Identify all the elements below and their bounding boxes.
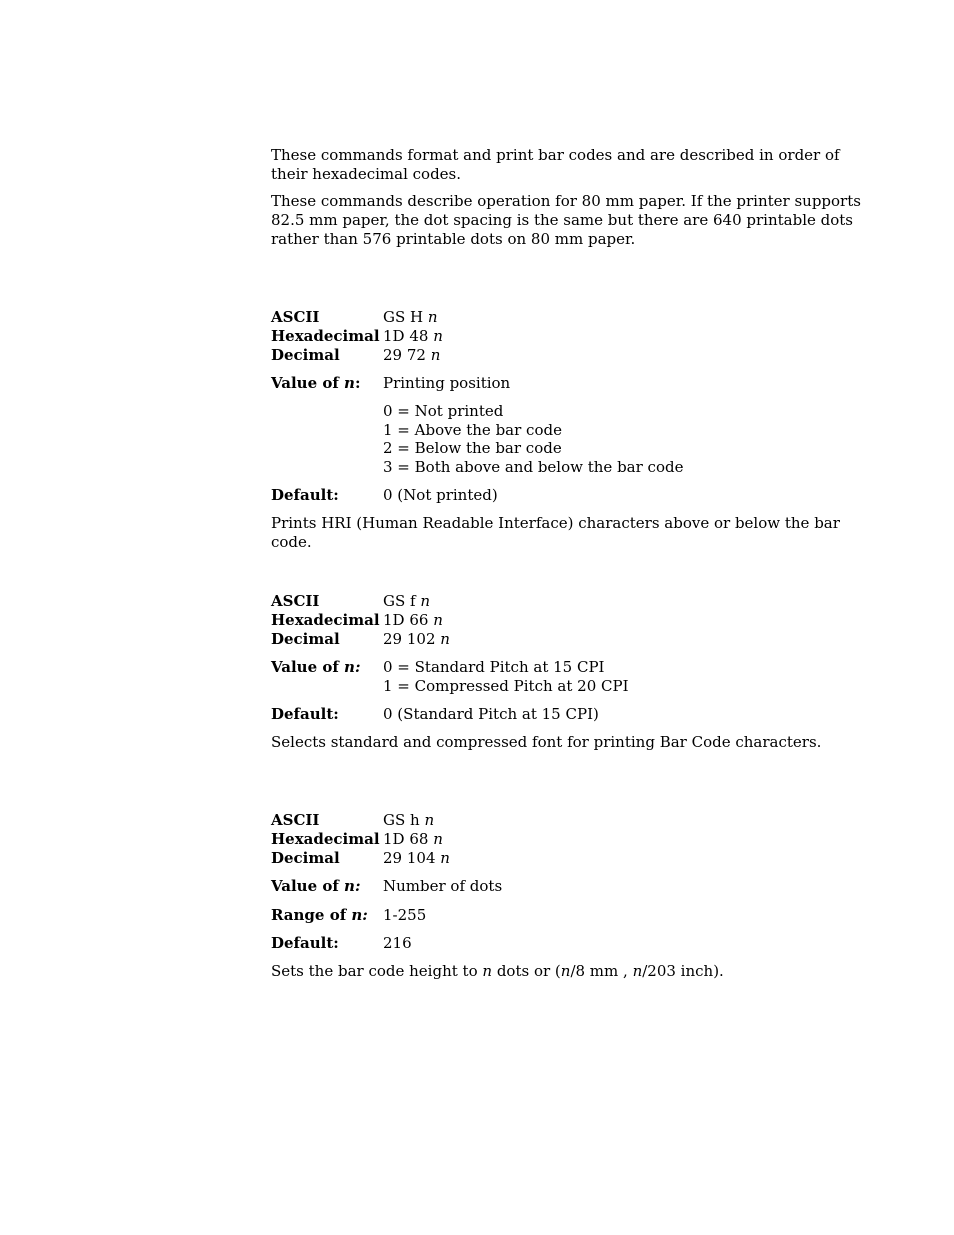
- ascii-label: ASCII: [271, 811, 320, 829]
- value-of-n-label: Value of n:: [271, 374, 361, 392]
- cmd2-dec-value: 29 102 n: [383, 630, 450, 648]
- cmd1-option: 2 = Below the bar code: [383, 439, 562, 458]
- cmd1-value-text: Printing position: [383, 374, 511, 392]
- intro-paragraph-2: These commands describe operation for 80 mm paper. If the printer supports 82.5 mm paper, the dot spacing is the same but there are 640 printable dots rather than 576 printable dots on 80 mm paper.: [271, 192, 861, 248]
- default-label: Default:: [271, 705, 339, 723]
- dec-label: Decimal: [271, 630, 340, 648]
- cmd2-hex-value: 1D 66 n: [383, 611, 443, 629]
- range-of-n-label: Range of n:: [271, 906, 368, 924]
- default-label: Default:: [271, 486, 339, 504]
- cmd3-hex-value: 1D 68 n: [383, 830, 443, 848]
- hex-label: Hexadecimal: [271, 830, 380, 848]
- cmd3-dec-value: 29 104 n: [383, 849, 450, 867]
- cmd1-option: 0 = Not printed: [383, 402, 504, 420]
- dec-label: Decimal: [271, 346, 340, 364]
- cmd2-default-value: 0 (Standard Pitch at 15 CPI): [383, 705, 599, 723]
- cmd2-option: 0 = Standard Pitch at 15 CPI: [383, 658, 605, 676]
- default-label: Default:: [271, 934, 339, 952]
- cmd1-option: 1 = Above the bar code: [383, 420, 562, 439]
- cmd1-hex-value: 1D 48 n: [383, 327, 443, 345]
- cmd1-ascii-value: GS H n: [383, 308, 438, 326]
- cmd2-ascii-value: GS f n: [383, 592, 431, 610]
- hex-label: Hexadecimal: [271, 327, 380, 345]
- cmd1-option: 3 = Both above and below the bar code: [383, 458, 684, 477]
- value-of-n-label: Value of n:: [271, 877, 361, 895]
- cmd1-default-value: 0 (Not printed): [383, 486, 498, 504]
- cmd3-value-text: Number of dots: [383, 877, 503, 895]
- cmd1-dec-value: 29 72 n: [383, 346, 441, 364]
- value-of-n-label: Value of n:: [271, 658, 361, 676]
- cmd3-default-value: 216: [383, 934, 412, 952]
- ascii-label: ASCII: [271, 308, 320, 326]
- ascii-label: ASCII: [271, 592, 320, 610]
- cmd3-range-value: 1-255: [383, 906, 427, 924]
- dec-label: Decimal: [271, 849, 340, 867]
- cmd3-ascii-value: GS h n: [383, 811, 435, 829]
- hex-label: Hexadecimal: [271, 611, 380, 629]
- cmd1-description: Prints HRI (Human Readable Interface) characters above or below the bar code.: [271, 514, 840, 551]
- cmd2-description: Selects standard and compressed font for printing Bar Code characters.: [271, 733, 822, 751]
- cmd3-description: Sets the bar code height to n dots or (n/8 mm , n/203 inch).: [271, 962, 724, 980]
- intro-paragraph-1: These commands format and print bar codes and are described in order of their hexadecimal codes.: [271, 146, 840, 183]
- cmd2-option: 1 = Compressed Pitch at 20 CPI: [383, 676, 629, 695]
